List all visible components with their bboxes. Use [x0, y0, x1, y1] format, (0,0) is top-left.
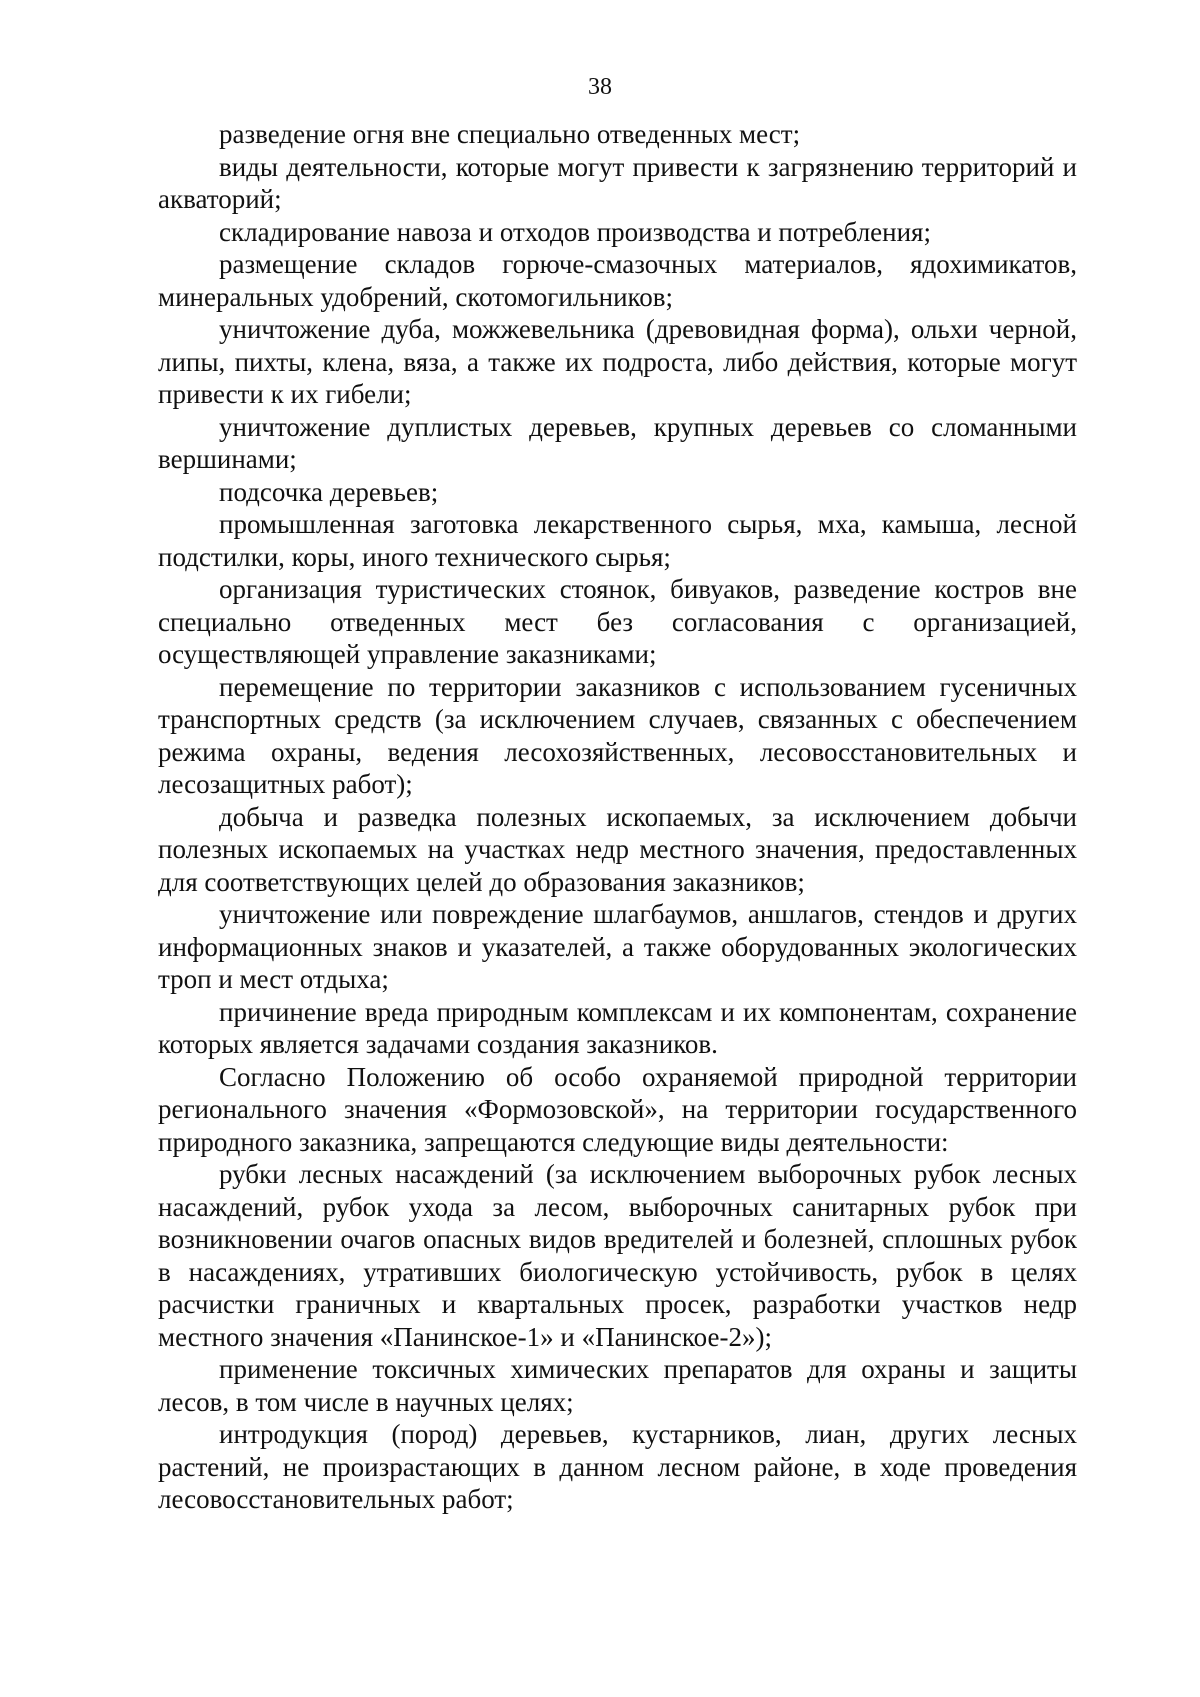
page-number: 38: [588, 74, 612, 100]
paragraph-15: рубки лесных насаждений (за исключением выборочных рубок лесных насаждений, рубок ухода за лесом, выборочных санитарных рубок при возникновении очагов опасных видов вредителей и болезней, сплошных рубок в насаждениях, утративших биологическую устойчивость, рубок в целях расчистки граничных и квартальных просек, разработки участков недр местного значения «Панинское-1» и «Панинское-2»);: [158, 1159, 1077, 1352]
paragraph-6: уничтожение дуплистых деревьев, крупных деревьев со сломанными вершинами;: [158, 411, 1077, 474]
paragraph-9: организация туристических стоянок, бивуаков, разведение костров вне специально отведенных мест без согласования с организацией, осуществляющей управление заказниками;: [158, 574, 1077, 669]
paragraph-16: применение токсичных химических препаратов для охраны и защиты лесов, в том числе в научных целях;: [158, 1354, 1077, 1417]
paragraph-17: интродукция (пород) деревьев, кустарников, лиан, других лесных растений, не произрастающих в данном лесном районе, в ходе проведения лесовосстановительных работ;: [158, 1419, 1077, 1514]
paragraph-13: причинение вреда природным комплексам и их компонентам, сохранение которых является задачами создания заказников.: [158, 996, 1077, 1059]
paragraph-14: Согласно Положению об особо охраняемой природной территории регионального значения «Формозовской», на территории государственного природного заказника, запрещаются следующие виды деятельности:: [158, 1061, 1077, 1157]
paragraph-5: уничтожение дуба, можжевельника (древовидная форма), ольхи черной, липы, пихты, клена, вяза, а также их подроста, либо действия, которые могут привести к их гибели;: [158, 314, 1077, 409]
body-text: [158, 118, 1077, 1516]
paragraph-7: подсочка деревьев;: [219, 476, 439, 507]
paragraph-2: виды деятельности, которые могут привести к загрязнению территорий и акваторий;: [158, 151, 1077, 214]
paragraph-1: разведение огня вне специально отведенных мест;: [219, 119, 801, 149]
paragraph-4: размещение складов горюче-смазочных материалов, ядохимикатов, минеральных удобрений, скотомогильников;: [158, 249, 1077, 312]
paragraph-3: складирование навоза и отходов производства и потребления;: [219, 216, 931, 247]
paragraph-8: промышленная заготовка лекарственного сырья, мха, камыша, лесной подстилки, коры, иного технического сырья;: [158, 509, 1077, 572]
paragraph-12: уничтожение или повреждение шлагбаумов, аншлагов, стендов и других информационных знаков и указателей, а также оборудованных экологических троп и мест отдыха;: [158, 899, 1077, 994]
paragraph-11: добыча и разведка полезных ископаемых, за исключением добычи полезных ископаемых на участках недр местного значения, предоставленных для соответствующих целей до образования заказников;: [158, 801, 1077, 897]
paragraph-10: перемещение по территории заказников с использованием гусеничных транспортных средств (за исключением случаев, связанных с обеспечением режима охраны, ведения лесохозяйственных, лесовосстановительных и лесозащитных работ);: [158, 671, 1077, 799]
